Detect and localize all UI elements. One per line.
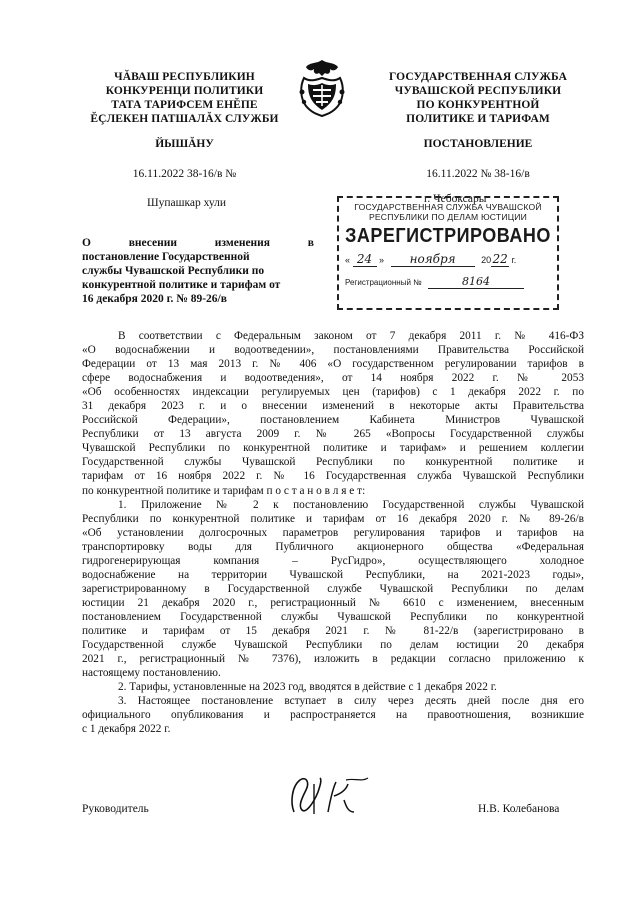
doc-type-russian: ПОСТАНОВЛЕНИЕ	[423, 138, 533, 150]
header-right-line: ПО КОНКУРЕНТНОЙ	[416, 99, 540, 111]
body-line: Республики по конкурентной политике и тарифам от 16 декабря 2020 г. № 89-26/в	[82, 512, 584, 525]
body-line: зарегистрированному в Государственной службе Чувашской Республики по делам	[82, 582, 584, 595]
body-line: юстиции 21 декабря 2020 г., регистрационный № 6610 с изменением, внесенным	[82, 596, 584, 609]
body-line: Российской Федерации», постановлением Кабинета Министров Чувашской	[82, 414, 584, 427]
body-line: 2021 г., регистрационный № 7376), изложить в редакции согласно приложению к	[82, 653, 584, 666]
body-line: Федерации от 13 мая 2013 г. № 406 «О государственном регулировании тарифов в	[82, 358, 584, 371]
document-body	[82, 329, 584, 736]
body-line: по конкурентной политике и тарифам п о с т а н о в л я е т:	[82, 484, 366, 497]
body-line: В соответствии с Федеральным законом от 7 декабря 2011 г. № 416-ФЗ	[118, 330, 584, 342]
body-line: официального опубликования и распространяется на правоотношения, возникшие	[82, 709, 584, 722]
signatory-position: Руководитель	[82, 803, 149, 815]
header-left-line: КОНКУРЕНЦИ ПОЛИТИКИ	[105, 85, 264, 97]
body-line: 2. Тарифы, установленные на 2023 год, вводятся в действие с 1 декабря 2022 г.	[118, 681, 497, 694]
stamp-date-row	[345, 252, 551, 267]
header-left-line: ĔÇЛЕКЕН ПАТШАЛĂХ СЛУЖБИ	[90, 113, 279, 125]
city-left: Шупашкар хули	[147, 197, 227, 209]
body-line: с 1 декабря 2022 г.	[82, 723, 171, 736]
body-line: политике и тарифам от 15 декабря 2021 г. № 81-22/в (зарегистрировано в	[82, 624, 584, 637]
body-line: постановлением Государственной службы Чувашской Республики по конкурентной	[82, 610, 584, 623]
header-right-line: ГОСУДАРСТВЕННАЯ СЛУЖБА	[389, 71, 567, 83]
date-left: 16.11.2022 38-16/в №	[132, 168, 237, 180]
body-line: 1. Приложение № 2 к постановлению Государственной службы Чувашской	[118, 498, 584, 511]
body-line: водоснабжение на территории Чувашской Республики, на 2021-2023 годы»,	[82, 568, 584, 581]
registration-stamp	[337, 196, 559, 310]
paragraph-preamble	[82, 329, 584, 498]
header-right-line: ЧУВАШСКОЙ РЕСПУБЛИКИ	[394, 85, 562, 97]
header-left-line: ЧĂВАШ РЕСПУБЛИКИН	[114, 71, 255, 83]
stamp-day: 24	[353, 252, 377, 267]
stamp-reg-label: Регистрационный №	[345, 278, 422, 287]
subject-line: конкурентной политике и тарифам от	[82, 279, 281, 291]
body-line: «Об установлении долгосрочных параметров регулирования тарифов и тарифов на	[82, 526, 584, 539]
doc-type-chuvash: ЙЫШĂНУ	[155, 138, 214, 150]
subject-line: О внесении изменения в	[82, 237, 315, 249]
body-line: настоящему постановлению.	[82, 667, 221, 680]
stamp-quote-open: «	[345, 255, 351, 265]
body-line: сфере водоснабжения и водоотведения», от 14 ноября 2022 г. № 2053	[82, 372, 584, 385]
stamp-year-unit: г.	[511, 255, 517, 265]
body-line: Республики от 13 августа 2009 г. № 265 «Вопросы Государственной службы	[82, 428, 584, 441]
body-line: Чувашской Республики по конкурентной политике и тарифам» и решением коллегии	[82, 442, 584, 455]
stamp-org-line: РЕСПУБЛИКИ ПО ДЕЛАМ ЮСТИЦИИ	[368, 212, 528, 222]
body-line: транспортировку воды для Публичного акционерного общества «Федеральная	[82, 540, 584, 553]
document-subject	[82, 236, 314, 306]
header-left-line: ТАТА ТАРИФСЕМ ЕНĔПЕ	[111, 99, 258, 111]
subject-line: постановление Государственной	[82, 251, 250, 263]
paragraph-item-1	[82, 498, 584, 681]
body-line: «Об особенностях индексации регулируемых цен (тарифов) с 1 декабря 2022 г. по	[82, 386, 584, 399]
subject-line: 16 декабря 2020 г. № 89-26/в	[82, 293, 227, 305]
stamp-reg-row	[345, 275, 551, 289]
paragraph-item-3	[82, 694, 584, 736]
stamp-title: ЗАРЕГИСТРИРОВАНО	[345, 223, 551, 247]
body-line: тарифам от 16 ноября 2022 г. № 16 Государственная служба Чувашской Республики	[82, 470, 584, 483]
subject-line: службы Чувашской Республики по	[82, 265, 265, 277]
body-line: Государственной службе Чувашской Республики по делам юстиции 20 декабря	[82, 639, 584, 652]
body-line: 31 декабря 2023 г. и о внесении изменений в некоторые акты Правительства	[82, 400, 584, 413]
body-line: Государственной службы Чувашской Республики по конкурентной политике и	[82, 456, 584, 469]
city-right: г. Чебоксары	[424, 193, 487, 205]
date-right: 16.11.2022 № 38-16/в	[426, 168, 530, 180]
paragraph-item-2	[82, 680, 584, 694]
header-right	[372, 70, 584, 126]
stamp-month: ноября	[391, 252, 475, 267]
body-line: гидрогенерирующая компания – РусГидро», осуществляющего холодное	[82, 554, 584, 567]
body-line: 3. Настоящее постановление вступает в силу через десять дней после дня его	[118, 695, 584, 708]
stamp-quote-close: »	[379, 255, 385, 265]
header-left	[82, 70, 287, 126]
stamp-org-line: ГОСУДАРСТВЕННАЯ СЛУЖБА ЧУВАШСКОЙ	[354, 202, 542, 212]
stamp-year-prefix: 20	[481, 255, 492, 265]
handwritten-signature	[284, 772, 376, 820]
signatory-name: Н.В. Колебанова	[478, 803, 560, 815]
emblem-icon	[296, 58, 348, 118]
stamp-reg-number: 8164	[428, 275, 524, 289]
header-right-line: ПОЛИТИКЕ И ТАРИФАМ	[406, 113, 550, 125]
stamp-year-suffix: 22	[492, 252, 508, 266]
body-line: «О водоснабжении и водоотведении», постановлениями Правительства Российской	[82, 344, 584, 357]
